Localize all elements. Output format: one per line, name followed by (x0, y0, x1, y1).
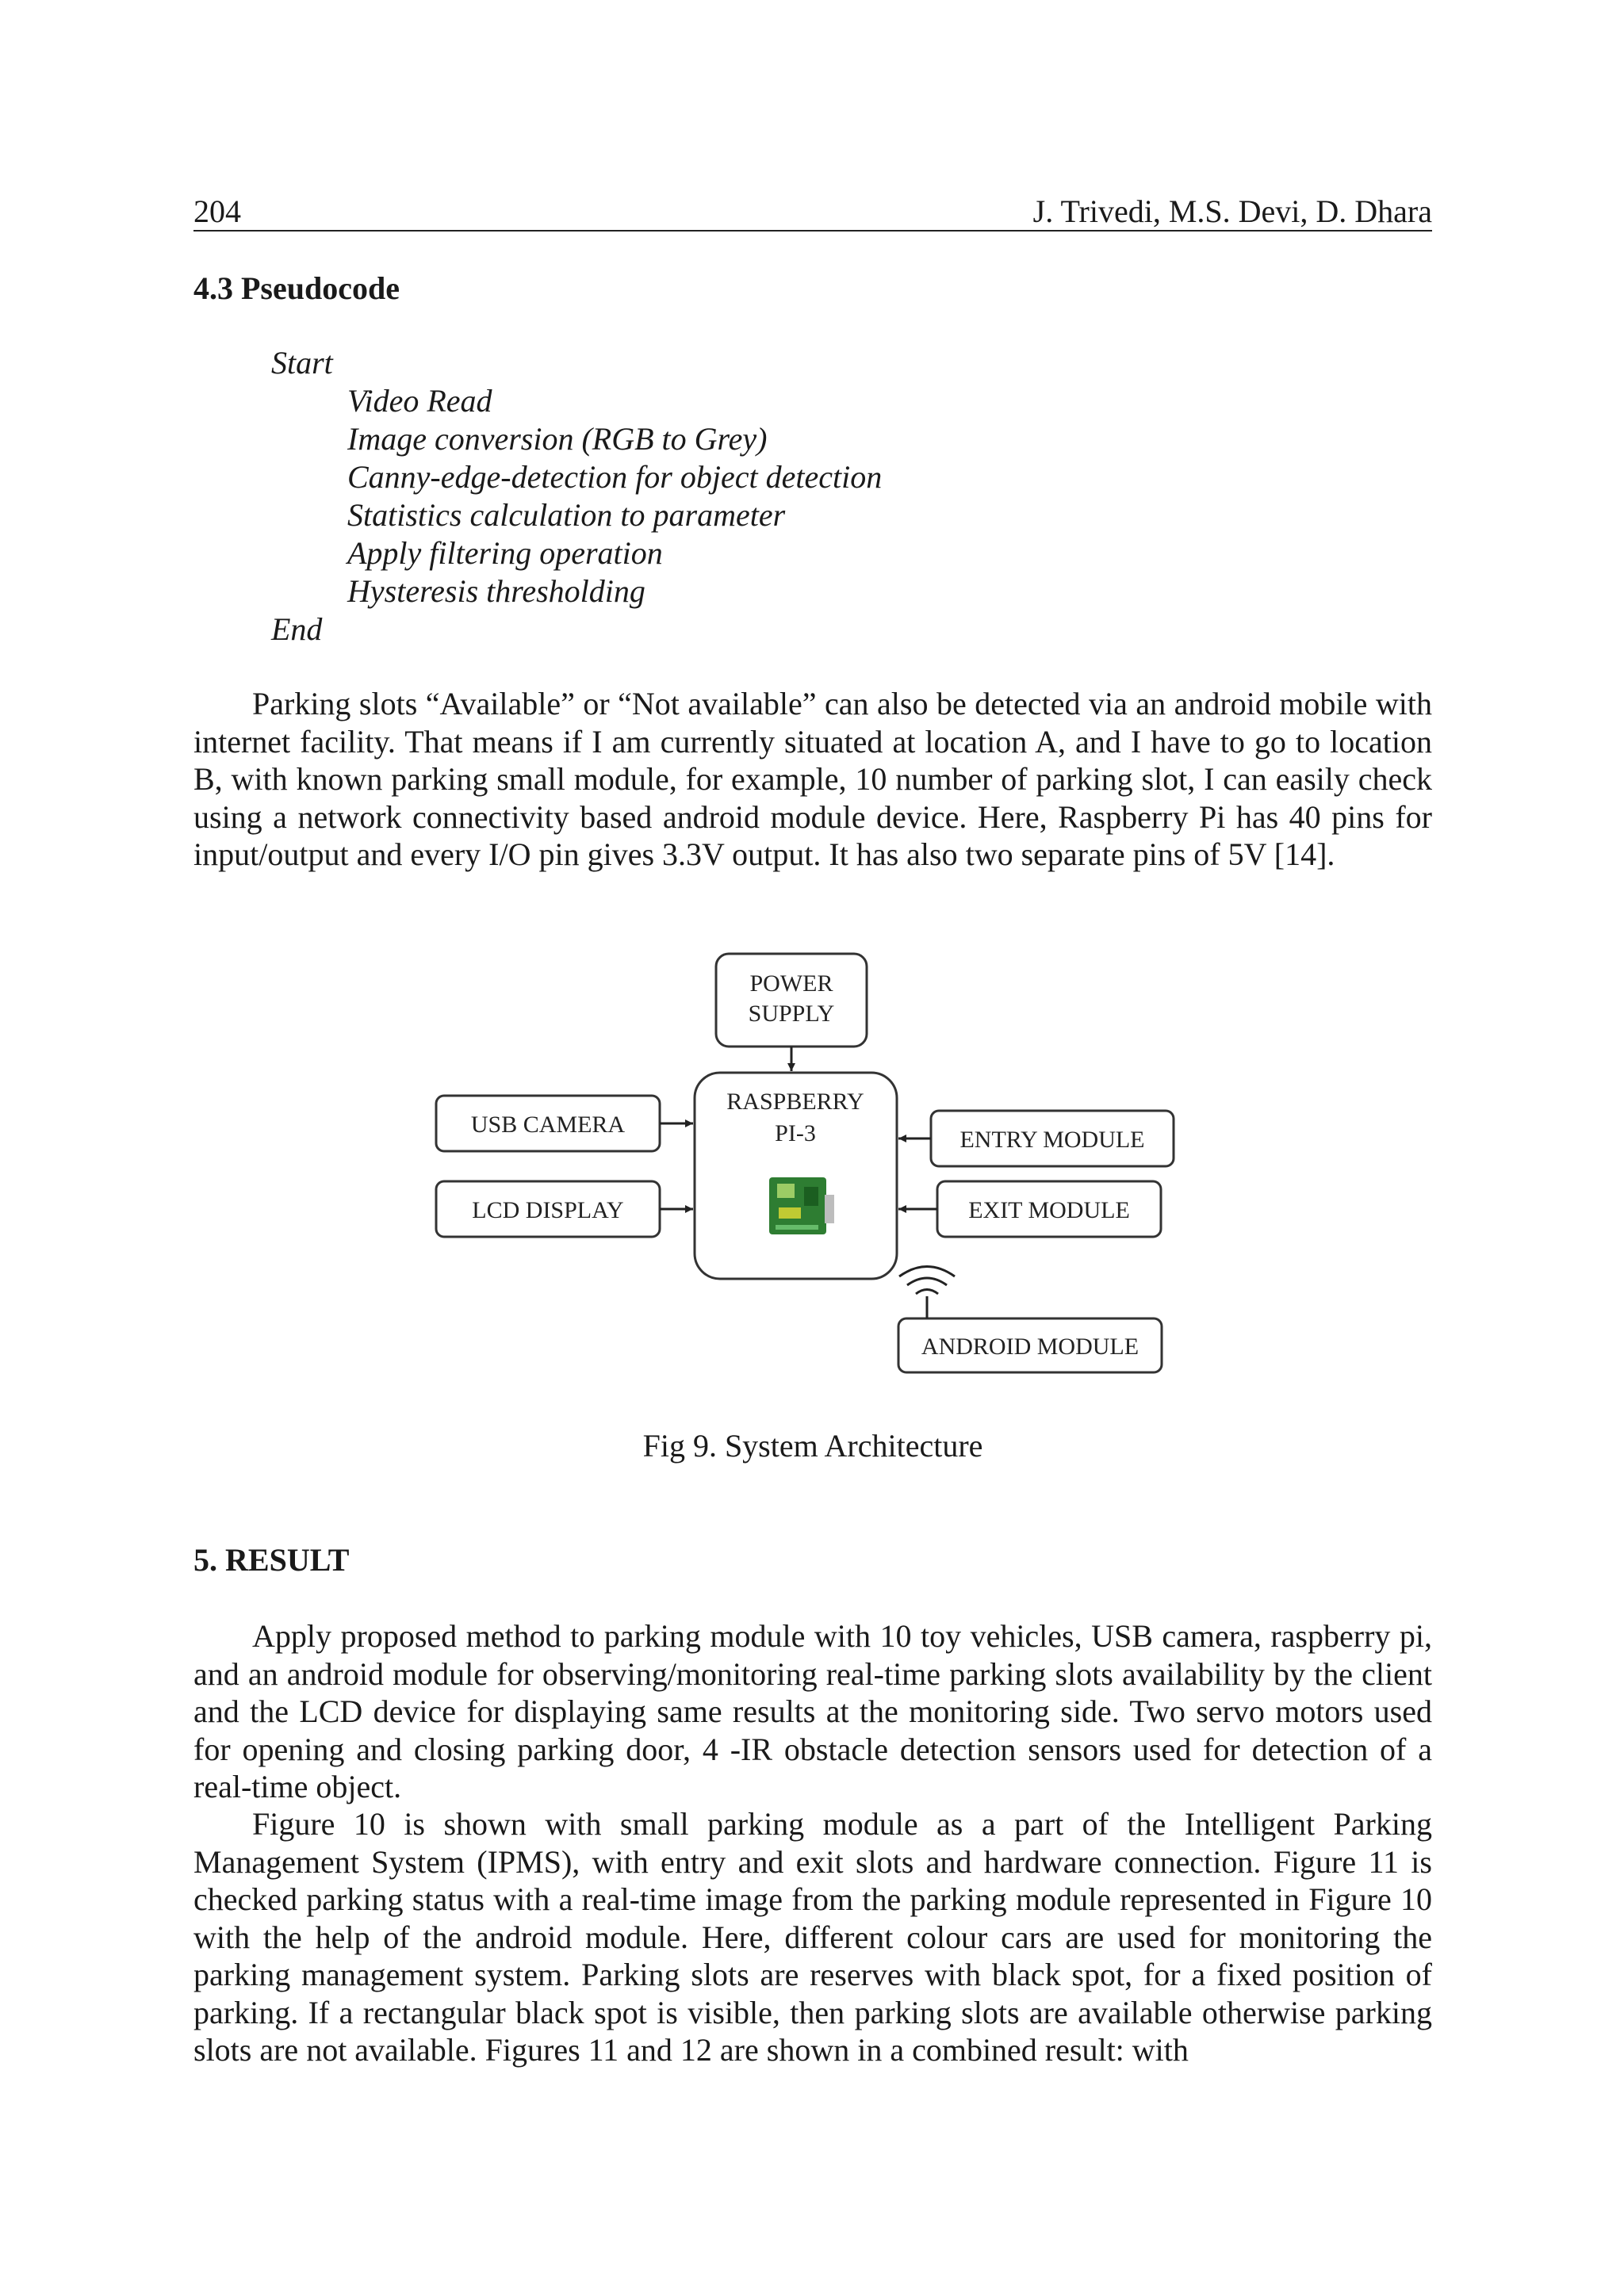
body-paragraph: Parking slots “Available” or “Not available” can also be detected via an android mobile with internet facility. That means if I am currently situated at location A, and I have to go to location B, with known parking small module, for example, 10 number of parking slot, I can easily check using a network connectivity based android module device. Here, Raspberry Pi has 40 pins for input/output and every I/O pin gives 3.3V output. It has also two separate pins of 5V [14]. (193, 686, 1432, 872)
figure-caption: Fig 9. System Architecture (642, 1428, 983, 1464)
page-number: 204 (193, 193, 241, 229)
diagram-canvas (412, 939, 1205, 1383)
raspberry-pi-label: PI-3 (775, 1120, 816, 1146)
power-supply-label: POWER (749, 970, 833, 997)
header-authors: J. Trivedi, M.S. Devi, D. Dhara (1032, 193, 1432, 229)
pseudocode-step: Image conversion (RGB to Grey) (347, 421, 768, 457)
usb-camera-label: USB CAMERA (470, 1112, 626, 1138)
wifi-icon (899, 1267, 955, 1319)
raspberry-pi-board-icon (769, 1177, 834, 1234)
entry-module-label: ENTRY MODULE (959, 1127, 1145, 1153)
raspberry-pi-label: RASPBERRY (726, 1089, 864, 1115)
body-paragraph: Figure 10 is shown with small parking module as a part of the Intelligent Parking Management System (IPMS), with entry and exit slots and hardware connection. Figure 11 is checked parking status with a real-time image from the parking module represented in Figure 10 with the help of the android module. Here, different colour cars are used for monitoring the parking management system. Parking slots are reserves with black spot, for a fixed position of parking. If a rectangular black spot is visible, then parking slots are available otherwise parking slots are not available. Figures 11 and 12 are shown in a combined result: with (193, 1806, 1432, 2068)
exit-module-label: EXIT MODULE (968, 1197, 1130, 1223)
system-architecture-diagram (412, 939, 1205, 1383)
pseudocode-end: End (271, 611, 323, 647)
android-module-label: ANDROID MODULE (921, 1334, 1139, 1360)
pseudocode-step: Statistics calculation to parameter (347, 497, 786, 533)
pseudocode-heading: 4.3 Pseudocode (193, 270, 400, 306)
pseudocode-step: Canny-edge-detection for object detection (347, 459, 883, 495)
lcd-display-label: LCD DISPLAY (472, 1197, 624, 1223)
pseudocode-step: Hysteresis thresholding (347, 573, 645, 609)
pseudocode-step: Apply filtering operation (347, 535, 663, 571)
running-header (193, 193, 1432, 232)
pseudocode-start: Start (271, 345, 333, 381)
pseudocode-step: Video Read (347, 383, 492, 419)
body-paragraph: Apply proposed method to parking module with 10 toy vehicles, USB camera, raspberry pi, and an android module for observing/monitoring real-time parking slots availability by the client and the LCD device for displaying same results at the monitoring side. Two servo motors used for opening and closing parking door, 4 -IR obstacle detection sensors used for detection of a real-time object. (193, 1618, 1432, 1804)
power-supply-label: SUPPLY (748, 1001, 835, 1027)
result-heading: 5. RESULT (193, 1542, 350, 1578)
